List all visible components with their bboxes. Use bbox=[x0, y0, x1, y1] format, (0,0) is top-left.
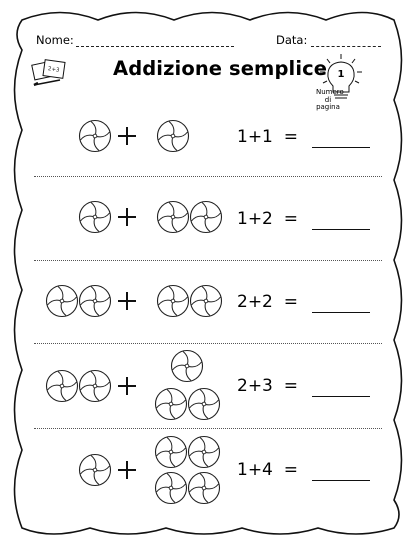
page-number-circle bbox=[330, 66, 352, 82]
beach-ball-icon bbox=[78, 200, 112, 234]
date-label: Data: bbox=[276, 33, 308, 47]
beach-ball-icon bbox=[78, 284, 112, 318]
beach-ball-icon bbox=[170, 349, 204, 383]
beach-ball-icon bbox=[154, 471, 188, 505]
name-blank-line bbox=[76, 46, 234, 47]
beach-ball-icon bbox=[154, 387, 188, 421]
answer-line-1[interactable] bbox=[312, 147, 370, 148]
beach-ball-icon bbox=[189, 284, 223, 318]
equation-3: 2+2 = bbox=[237, 292, 298, 312]
plus-sign bbox=[116, 125, 138, 147]
answer-line-2[interactable] bbox=[312, 229, 370, 230]
beach-ball-icon bbox=[187, 435, 221, 469]
beach-ball-icon bbox=[78, 369, 112, 403]
plus-sign bbox=[116, 375, 138, 397]
beach-ball-icon bbox=[156, 284, 190, 318]
beach-ball-icon bbox=[78, 119, 112, 153]
beach-ball-icon bbox=[154, 435, 188, 469]
answer-line-5[interactable] bbox=[312, 480, 370, 481]
equation-2: 1+2 = bbox=[237, 209, 298, 229]
plus-sign bbox=[116, 206, 138, 228]
row-separator bbox=[34, 176, 382, 177]
beach-ball-icon bbox=[189, 200, 223, 234]
row-separator bbox=[34, 428, 382, 429]
math-worksheet-icon bbox=[30, 58, 70, 90]
equation-4: 2+3 = bbox=[237, 376, 298, 396]
beach-ball-icon bbox=[187, 471, 221, 505]
equation-5: 1+4 = bbox=[237, 460, 298, 480]
row-separator bbox=[34, 343, 382, 344]
beach-ball-icon bbox=[78, 453, 112, 487]
svg-text:2+3: 2+3 bbox=[47, 66, 60, 74]
page-number: 1 bbox=[337, 68, 345, 80]
name-label: Nome: bbox=[36, 33, 74, 47]
answer-line-4[interactable] bbox=[312, 396, 370, 397]
plus-sign bbox=[116, 459, 138, 481]
plus-sign bbox=[116, 290, 138, 312]
answer-line-3[interactable] bbox=[312, 312, 370, 313]
beach-ball-icon bbox=[45, 369, 79, 403]
beach-ball-icon bbox=[45, 284, 79, 318]
equation-1: 1+1 = bbox=[237, 127, 298, 147]
beach-ball-icon bbox=[187, 387, 221, 421]
date-blank-line bbox=[311, 46, 381, 47]
page-title: Addizione semplice bbox=[113, 57, 328, 80]
beach-ball-icon bbox=[156, 119, 190, 153]
beach-ball-icon bbox=[156, 200, 190, 234]
page-number-label: Numero di pagina bbox=[316, 88, 344, 111]
row-separator bbox=[34, 260, 382, 261]
